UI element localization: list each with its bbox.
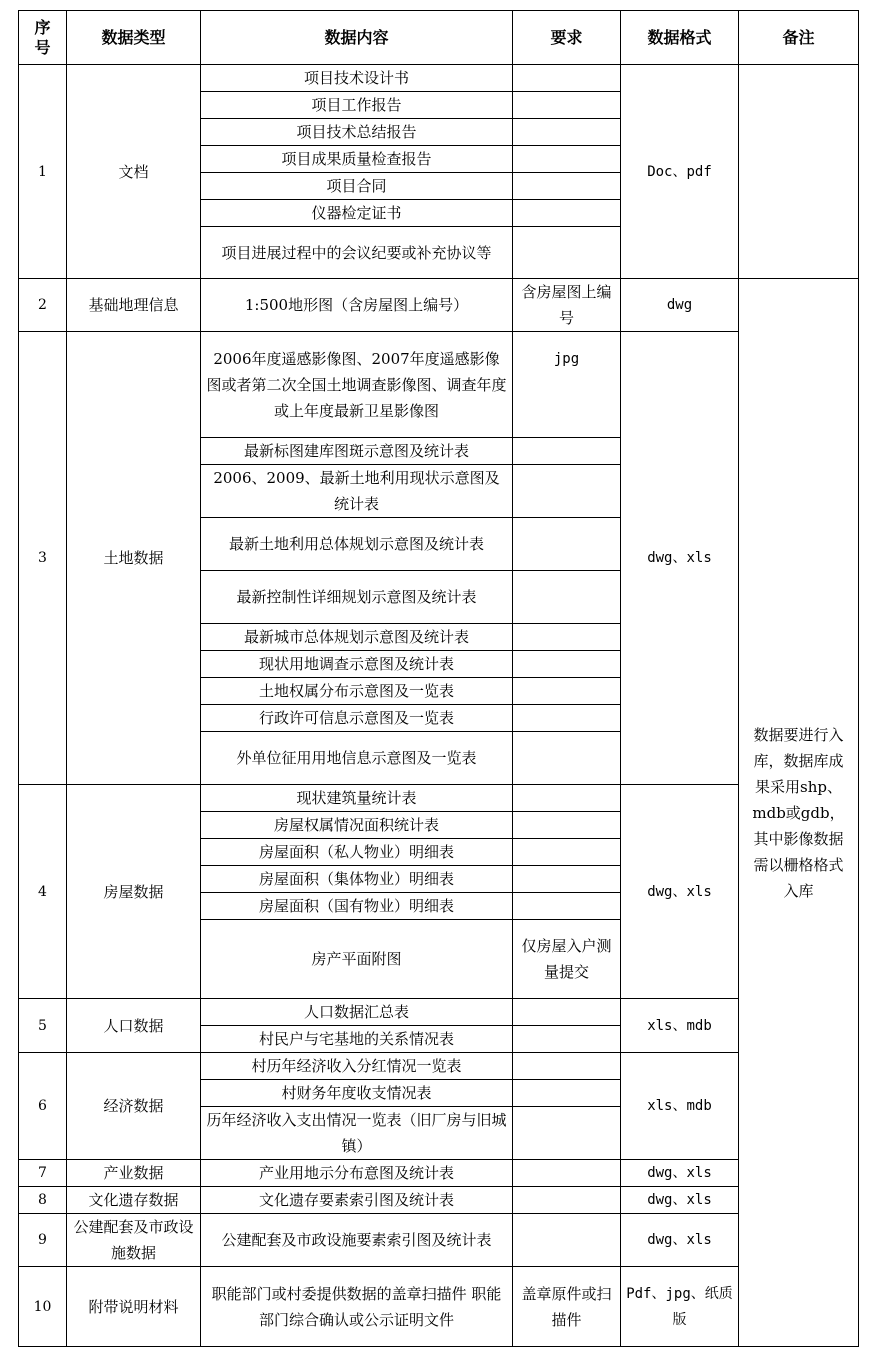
data-content-cell: 土地权属分布示意图及一览表	[201, 678, 513, 705]
data-content-cell: 外单位征用用地信息示意图及一览表	[201, 732, 513, 785]
data-format-cell: Pdf、jpg、纸质版	[621, 1267, 739, 1347]
header-content: 数据内容	[201, 11, 513, 65]
data-type-cell: 基础地理信息	[67, 279, 201, 332]
table-row	[19, 332, 859, 438]
seq-cell: 1	[19, 65, 67, 279]
table-row	[19, 279, 859, 332]
requirement-cell	[513, 785, 621, 812]
header-seq: 序号	[19, 11, 67, 65]
requirement-cell	[513, 173, 621, 200]
data-content-cell: 行政许可信息示意图及一览表	[201, 705, 513, 732]
seq-cell: 9	[19, 1214, 67, 1267]
data-content-cell: 项目技术设计书	[201, 65, 513, 92]
requirement-cell	[513, 1214, 621, 1267]
header-format: 数据格式	[621, 11, 739, 65]
seq-cell: 8	[19, 1187, 67, 1214]
data-content-cell: 最新控制性详细规划示意图及统计表	[201, 571, 513, 624]
table-row	[19, 1160, 859, 1187]
requirement-cell	[513, 839, 621, 866]
data-content-cell: 现状用地调查示意图及统计表	[201, 651, 513, 678]
requirement-cell	[513, 1107, 621, 1160]
requirement-cell: 仅房屋入户测量提交	[513, 920, 621, 999]
requirement-cell	[513, 571, 621, 624]
seq-cell: 6	[19, 1053, 67, 1160]
table-row	[19, 1053, 859, 1080]
data-format-cell: dwg、xls	[621, 1214, 739, 1267]
requirement-cell: 盖章原件或扫描件	[513, 1267, 621, 1347]
data-content-cell: 村历年经济收入分红情况一览表	[201, 1053, 513, 1080]
data-content-cell: 房屋面积（集体物业）明细表	[201, 866, 513, 893]
data-type-cell: 产业数据	[67, 1160, 201, 1187]
data-content-cell: 公建配套及市政设施要素索引图及统计表	[201, 1214, 513, 1267]
data-content-cell: 1:500地形图（含房屋图上编号）	[201, 279, 513, 332]
data-requirements-table	[18, 10, 859, 1347]
data-content-cell: 村财务年度收支情况表	[201, 1080, 513, 1107]
data-type-cell: 土地数据	[67, 332, 201, 785]
data-content-cell: 项目工作报告	[201, 92, 513, 119]
data-content-cell: 项目成果质量检查报告	[201, 146, 513, 173]
data-content-cell: 项目技术总结报告	[201, 119, 513, 146]
data-content-cell: 仪器检定证书	[201, 200, 513, 227]
table-body	[19, 65, 859, 1347]
requirement-cell	[513, 1187, 621, 1214]
table-row	[19, 1187, 859, 1214]
requirement-cell	[513, 465, 621, 518]
data-content-cell: 项目进展过程中的会议纪要或补充协议等	[201, 227, 513, 279]
data-content-cell: 房屋面积（国有物业）明细表	[201, 893, 513, 920]
requirement-cell	[513, 227, 621, 279]
requirement-cell	[513, 999, 621, 1026]
requirement-cell	[513, 65, 621, 92]
header-type: 数据类型	[67, 11, 201, 65]
seq-cell: 4	[19, 785, 67, 999]
seq-cell: 3	[19, 332, 67, 785]
data-content-cell: 现状建筑量统计表	[201, 785, 513, 812]
data-content-cell: 2006年度遥感影像图、2007年度遥感影像图或者第二次全国土地调查影像图、调查年度或上年度最新卫星影像图	[201, 332, 513, 438]
requirement-cell	[513, 438, 621, 465]
table-row	[19, 999, 859, 1026]
requirement-cell	[513, 705, 621, 732]
data-content-cell: 文化遗存要素索引图及统计表	[201, 1187, 513, 1214]
requirement-cell	[513, 866, 621, 893]
requirement-cell	[513, 1026, 621, 1053]
header-remark: 备注	[739, 11, 859, 65]
requirement-cell	[513, 119, 621, 146]
requirement-cell	[513, 200, 621, 227]
data-type-cell: 房屋数据	[67, 785, 201, 999]
data-format-cell: dwg	[621, 279, 739, 332]
data-type-cell: 附带说明材料	[67, 1267, 201, 1347]
data-content-cell: 职能部门或村委提供数据的盖章扫描件 职能部门综合确认或公示证明文件	[201, 1267, 513, 1347]
requirement-cell	[513, 92, 621, 119]
seq-cell: 7	[19, 1160, 67, 1187]
requirement-cell: jpg	[513, 332, 621, 438]
requirement-cell	[513, 1160, 621, 1187]
requirement-cell	[513, 624, 621, 651]
requirement-cell	[513, 651, 621, 678]
data-content-cell: 最新标图建库图斑示意图及统计表	[201, 438, 513, 465]
requirement-cell: 含房屋图上编号	[513, 279, 621, 332]
table-row	[19, 65, 859, 92]
seq-cell: 2	[19, 279, 67, 332]
seq-cell: 5	[19, 999, 67, 1053]
data-format-cell: dwg、xls	[621, 332, 739, 785]
data-format-cell: Doc、pdf	[621, 65, 739, 279]
remark-cell-shared: 数据要进行入库，数据库成果采用shp、mdb或gdb，其中影像数据需以栅格格式入库	[739, 279, 859, 1347]
data-type-cell: 公建配套及市政设施数据	[67, 1214, 201, 1267]
requirement-cell	[513, 893, 621, 920]
table-row	[19, 1214, 859, 1267]
requirement-cell	[513, 1080, 621, 1107]
data-type-cell: 文化遗存数据	[67, 1187, 201, 1214]
requirement-cell	[513, 146, 621, 173]
data-content-cell: 产业用地示分布意图及统计表	[201, 1160, 513, 1187]
data-content-cell: 人口数据汇总表	[201, 999, 513, 1026]
requirement-cell	[513, 1053, 621, 1080]
data-type-cell: 人口数据	[67, 999, 201, 1053]
table-row	[19, 785, 859, 812]
remark-cell	[739, 65, 859, 279]
data-format-cell: dwg、xls	[621, 785, 739, 999]
data-content-cell: 最新城市总体规划示意图及统计表	[201, 624, 513, 651]
data-content-cell: 房屋面积（私人物业）明细表	[201, 839, 513, 866]
data-content-cell: 历年经济收入支出情况一览表（旧厂房与旧城镇）	[201, 1107, 513, 1160]
data-format-cell: dwg、xls	[621, 1187, 739, 1214]
requirement-cell	[513, 732, 621, 785]
data-type-cell: 文档	[67, 65, 201, 279]
data-content-cell: 村民户与宅基地的关系情况表	[201, 1026, 513, 1053]
requirement-cell	[513, 812, 621, 839]
header-requirement: 要求	[513, 11, 621, 65]
data-content-cell: 房产平面附图	[201, 920, 513, 999]
header-row	[19, 11, 859, 65]
data-content-cell: 最新土地利用总体规划示意图及统计表	[201, 518, 513, 571]
data-format-cell: xls、mdb	[621, 1053, 739, 1160]
data-type-cell: 经济数据	[67, 1053, 201, 1160]
data-content-cell: 房屋权属情况面积统计表	[201, 812, 513, 839]
requirement-cell	[513, 518, 621, 571]
requirement-cell	[513, 678, 621, 705]
data-format-cell: xls、mdb	[621, 999, 739, 1053]
data-content-cell: 2006、2009、最新土地利用现状示意图及统计表	[201, 465, 513, 518]
table-row	[19, 1267, 859, 1347]
seq-cell: 10	[19, 1267, 67, 1347]
data-content-cell: 项目合同	[201, 173, 513, 200]
data-format-cell: dwg、xls	[621, 1160, 739, 1187]
